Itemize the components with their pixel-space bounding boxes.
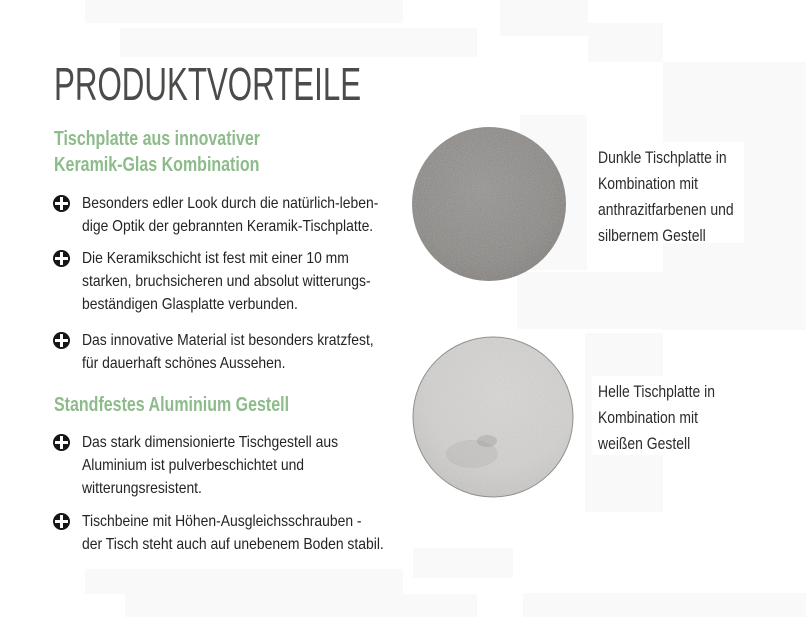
callout-text-line: silbernem Gestell <box>598 226 706 245</box>
plus-icon <box>53 332 70 349</box>
light-tabletop-image <box>412 336 574 498</box>
bullet-text-line: witterungsresistent. <box>82 480 202 497</box>
section-heading-frame <box>54 392 348 418</box>
bullet-item <box>53 431 403 500</box>
bullet-text <box>82 510 429 556</box>
bg-tile <box>523 593 806 617</box>
bullet-text <box>82 329 417 375</box>
bg-tile <box>85 569 403 594</box>
bullet-item <box>53 329 403 375</box>
callout-text-line: weißen Gestell <box>598 434 691 453</box>
section-heading-line: Standfestes Aluminium Gestell <box>54 394 290 416</box>
plus-icon <box>53 250 70 267</box>
bullet-text-line: dige Optik der gebrannten Keramik-Tischplatte. <box>82 218 374 235</box>
callout-text-line: Kombination mit <box>598 174 698 193</box>
callout-card-dark <box>592 142 744 243</box>
section-heading-line: Keramik-Glas Kombination <box>54 154 260 176</box>
callout-text-line: Dunkle Tischplatte in <box>598 148 727 167</box>
section-heading-ceramic <box>54 126 312 178</box>
bullet-item <box>53 247 403 316</box>
bullet-text-line: beständigen Glasplatte verbunden. <box>82 296 298 313</box>
section-heading-line: Tischplatte aus innovativer <box>54 128 260 150</box>
plus-icon <box>53 195 70 212</box>
dark-tabletop-image <box>411 126 567 282</box>
plus-icon <box>53 434 70 451</box>
callout-card-light <box>592 376 729 455</box>
callout-text-line: Kombination mit <box>598 408 698 427</box>
bg-tile <box>588 23 663 62</box>
bullet-text-line: Das innovative Material ist besonders kratzfest, <box>82 332 374 349</box>
bullet-text <box>82 192 423 238</box>
bullet-text <box>82 247 414 316</box>
bullet-text-line: Das stark dimensionierte Tischgestell aus <box>82 434 339 451</box>
bg-tile <box>120 28 477 57</box>
bg-tile <box>125 594 477 617</box>
callout-text-line: anthrazitfarbenen und <box>598 200 734 219</box>
bullet-text-line: starken, bruchsicheren und absolut witterungs- <box>82 273 371 290</box>
bullet-item <box>53 510 403 556</box>
bullet-text-line: Die Keramikschicht ist fest mit einer 10 mm <box>82 250 349 267</box>
bullet-text-line: der Tisch steht auch auf unebenem Boden stabil. <box>82 536 384 553</box>
bullet-item <box>53 192 403 238</box>
bullet-text-line: Aluminium ist pulverbeschichtet und <box>82 457 305 474</box>
bullet-text <box>82 431 376 500</box>
bullet-text-line: für dauerhaft schönes Aussehen. <box>82 355 286 372</box>
bullet-text-line: Tischbeine mit Höhen-Ausgleichsschrauben - <box>82 513 362 530</box>
plus-icon <box>53 513 70 530</box>
callout-text-line: Helle Tischplatte in <box>598 382 716 401</box>
bg-tile <box>85 0 403 23</box>
bg-tile <box>500 0 588 36</box>
bullet-text-line: Besonders edler Look durch die natürlich-leben- <box>82 195 379 212</box>
page-title: PRODUKTVORTEILE <box>54 58 362 110</box>
